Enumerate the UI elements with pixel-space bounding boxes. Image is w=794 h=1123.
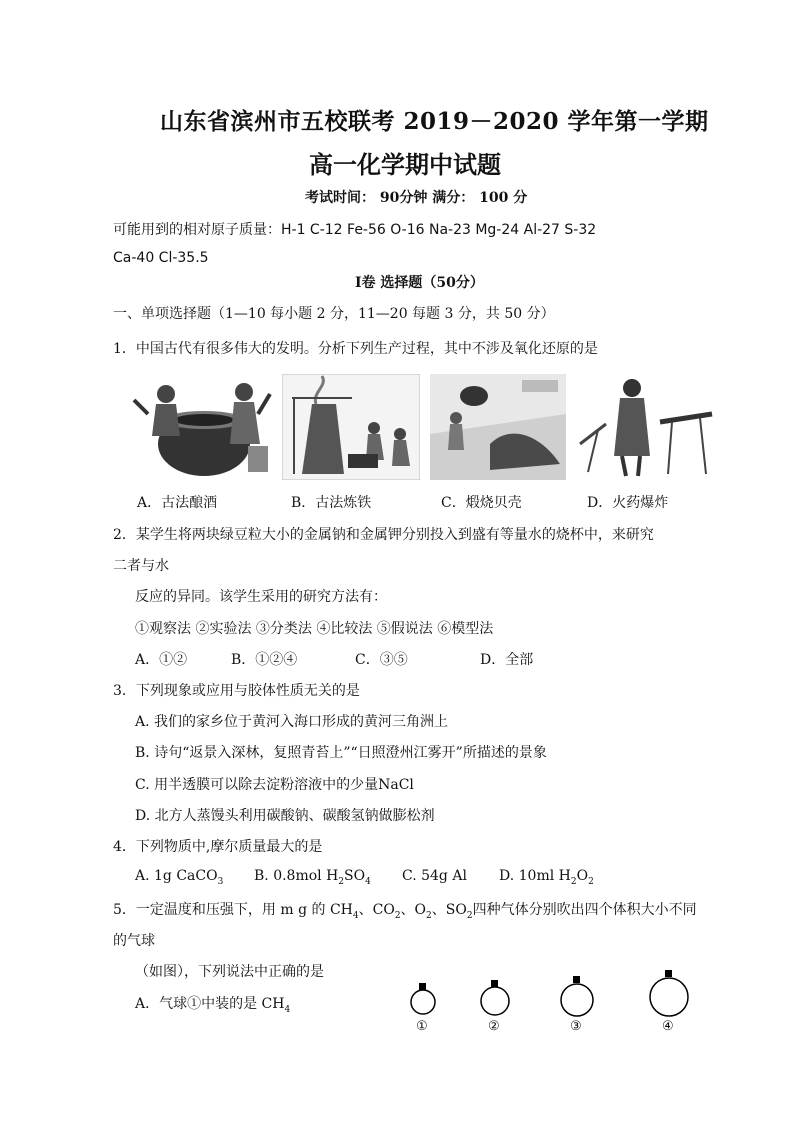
atomic-masses-line1: 可能用到的相对原子质量：H-1 C-12 Fe-56 O-16 Na-23 Mg-24 Al-27 S-32 (113, 222, 597, 238)
q2-option-c: C．③⑤ (355, 652, 408, 668)
q5-stem-line1: 5．一定温度和压强下，用 m g 的 $CH_4$、$CO_2$、$O_2$、$SO_2$四种气体分别吹出四个体积大小不同 (113, 902, 697, 921)
q3-option-c: C. 用半透膜可以除去淀粉溶液中的少量NaCl (135, 777, 414, 793)
q3-option-b: B. 诗句“返景入深林，复照青苔上”“日照澄州江雾开”所描述的景象 (135, 745, 547, 761)
q1-option-b: B．古法炼铁 (291, 495, 372, 511)
q1-option-a: A．古法酿酒 (137, 495, 218, 511)
exam-title-line1: 山东省滨州市五校联考 2019－2020 学年第一学期 (160, 108, 709, 135)
q4-option-a: A. 1g CaCO$_3$ (135, 868, 224, 887)
q4-option-b: B. 0.8mol $H_2SO_4$ (254, 868, 371, 887)
q2-option-b: B．①②④ (231, 652, 298, 668)
q1-image-shell-calcining (430, 374, 566, 480)
q3-option-a: A. 我们的家乡位于黄河入海口形成的黄河三角洲上 (135, 714, 449, 730)
q2-stem-line1: 2．某学生将两块绿豆粒大小的金属钠和金属钾分别投入到盛有等量水的烧杯中，来研究 (113, 527, 654, 543)
q1-option-c: C．煅烧贝壳 (441, 495, 522, 511)
q5-option-a: A．气球①中装的是 $CH_4$ (135, 996, 291, 1015)
balloon-label-1: ① (416, 1019, 428, 1034)
q4-option-c: C. 54g Al (402, 868, 467, 884)
q2-option-a: A．①② (135, 652, 188, 668)
atomic-masses-line2: Ca-40 Cl-35.5 (113, 250, 209, 266)
q1-image-ironmaking (282, 374, 420, 480)
section-title: Ⅰ卷 选择题（50分） (355, 275, 484, 291)
q3-option-d: D. 北方人蒸馒头利用碳酸钠、碳酸氢钠做膨松剂 (135, 808, 435, 824)
part-heading: 一、单项选择题（1—10 每小题 2 分，11—20 每题 3 分，共 50 分） (113, 306, 555, 322)
balloon-4 (648, 970, 690, 1018)
q5-stem-line2: 的气球 (113, 933, 155, 949)
q1-option-d: D．火药爆炸 (587, 495, 669, 511)
q2-stem-line3: 反应的异同。该学生采用的研究方法有： (135, 589, 387, 605)
q1-image-brewing (128, 374, 274, 480)
q5-stem-line3: （如图），下列说法中正确的是 (135, 964, 324, 980)
q4-option-d: D. 10ml $H_2O_2$ (499, 868, 594, 887)
exam-info: 考试时间： 90分钟 满分： 100 分 (305, 190, 528, 206)
balloon-2 (479, 980, 511, 1018)
balloon-label-4: ④ (662, 1019, 674, 1034)
balloon-label-2: ② (488, 1019, 500, 1034)
q4-stem: 4．下列物质中,摩尔质量最大的是 (113, 839, 323, 855)
balloon-label-3: ③ (570, 1019, 582, 1034)
q2-option-d: D．全部 (480, 652, 534, 668)
balloon-3 (559, 976, 595, 1018)
balloon-1 (408, 983, 438, 1017)
q2-stem-line2: 二者与水 (113, 558, 169, 574)
q1-stem: 1．中国古代有很多伟大的发明。分析下列生产过程，其中不涉及氧化还原的是 (113, 341, 598, 357)
q3-stem: 3．下列现象或应用与胶体性质无关的是 (113, 683, 360, 699)
q1-image-gunpowder (576, 374, 716, 480)
q2-methods: ①观察法 ②实验法 ③分类法 ④比较法 ⑤假说法 ⑥模型法 (135, 621, 494, 637)
exam-title-line2: 高一化学期中试题 (309, 150, 501, 179)
